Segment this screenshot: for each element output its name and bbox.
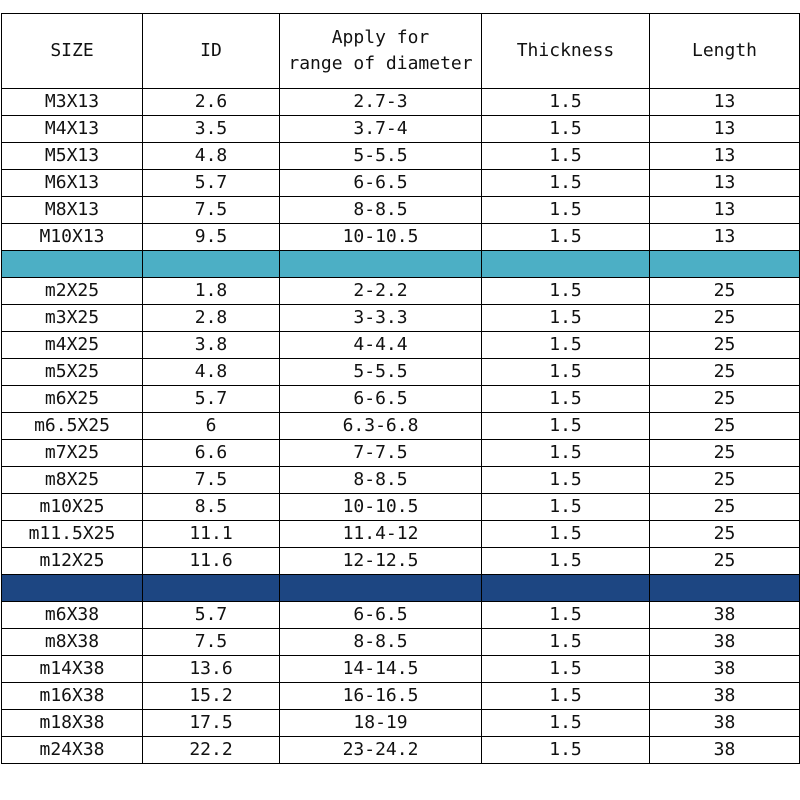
thickness-cell: 1.5	[482, 143, 650, 170]
separator-cell	[482, 251, 650, 278]
size-cell: m14X38	[2, 656, 143, 683]
thickness-cell: 1.5	[482, 656, 650, 683]
range-cell: 5-5.5	[280, 359, 482, 386]
range-cell: 5-5.5	[280, 143, 482, 170]
thickness-cell: 1.5	[482, 278, 650, 305]
id-cell: 8.5	[143, 494, 280, 521]
id-cell: 7.5	[143, 197, 280, 224]
id-cell: 3.5	[143, 116, 280, 143]
header-id: ID	[143, 14, 280, 89]
range-cell: 10-10.5	[280, 224, 482, 251]
thickness-cell: 1.5	[482, 467, 650, 494]
size-cell: m5X25	[2, 359, 143, 386]
size-cell: m6.5X25	[2, 413, 143, 440]
length-cell: 25	[650, 332, 800, 359]
header-apply-range: Apply for range of diameter	[280, 14, 482, 89]
range-cell: 6-6.5	[280, 386, 482, 413]
separator-cell	[2, 251, 143, 278]
size-cell: m24X38	[2, 737, 143, 764]
header-row	[2, 14, 800, 89]
table-row	[2, 305, 800, 332]
table-row	[2, 494, 800, 521]
id-cell: 3.8	[143, 332, 280, 359]
length-cell: 25	[650, 305, 800, 332]
id-cell: 5.7	[143, 602, 280, 629]
size-cell: m4X25	[2, 332, 143, 359]
id-cell: 11.6	[143, 548, 280, 575]
size-cell: m6X38	[2, 602, 143, 629]
range-cell: 7-7.5	[280, 440, 482, 467]
separator-cell	[650, 251, 800, 278]
id-cell: 22.2	[143, 737, 280, 764]
separator-cell	[280, 575, 482, 602]
size-cell: m3X25	[2, 305, 143, 332]
table-row	[2, 197, 800, 224]
id-cell: 1.8	[143, 278, 280, 305]
thickness-cell: 1.5	[482, 602, 650, 629]
header-size: SIZE	[2, 14, 143, 89]
size-cell: M5X13	[2, 143, 143, 170]
table-row	[2, 413, 800, 440]
table-row	[2, 386, 800, 413]
table-row	[2, 548, 800, 575]
length-cell: 25	[650, 359, 800, 386]
size-cell: M8X13	[2, 197, 143, 224]
range-cell: 4-4.4	[280, 332, 482, 359]
range-cell: 14-14.5	[280, 656, 482, 683]
thickness-cell: 1.5	[482, 89, 650, 116]
table-row	[2, 143, 800, 170]
range-cell: 8-8.5	[280, 197, 482, 224]
table-row	[2, 332, 800, 359]
length-cell: 13	[650, 197, 800, 224]
length-cell: 38	[650, 710, 800, 737]
size-cell: M3X13	[2, 89, 143, 116]
size-cell: M4X13	[2, 116, 143, 143]
size-cell: m11.5X25	[2, 521, 143, 548]
range-cell: 11.4-12	[280, 521, 482, 548]
thickness-cell: 1.5	[482, 116, 650, 143]
thickness-cell: 1.5	[482, 521, 650, 548]
thickness-cell: 1.5	[482, 440, 650, 467]
range-cell: 10-10.5	[280, 494, 482, 521]
size-cell: m16X38	[2, 683, 143, 710]
table-row	[2, 521, 800, 548]
range-cell: 6.3-6.8	[280, 413, 482, 440]
thickness-cell: 1.5	[482, 494, 650, 521]
table-row	[2, 440, 800, 467]
size-cell: m10X25	[2, 494, 143, 521]
length-cell: 25	[650, 440, 800, 467]
size-cell: M6X13	[2, 170, 143, 197]
length-cell: 38	[650, 602, 800, 629]
table-row	[2, 359, 800, 386]
id-cell: 2.8	[143, 305, 280, 332]
length-cell: 25	[650, 521, 800, 548]
thickness-cell: 1.5	[482, 683, 650, 710]
id-cell: 4.8	[143, 359, 280, 386]
length-cell: 25	[650, 278, 800, 305]
thickness-cell: 1.5	[482, 359, 650, 386]
length-cell: 38	[650, 683, 800, 710]
range-cell: 8-8.5	[280, 467, 482, 494]
id-cell: 5.7	[143, 170, 280, 197]
table-row	[2, 224, 800, 251]
header-thickness: Thickness	[482, 14, 650, 89]
id-cell: 7.5	[143, 629, 280, 656]
separator-cell	[143, 251, 280, 278]
range-cell: 12-12.5	[280, 548, 482, 575]
range-cell: 18-19	[280, 710, 482, 737]
length-cell: 13	[650, 116, 800, 143]
thickness-cell: 1.5	[482, 332, 650, 359]
range-cell: 8-8.5	[280, 629, 482, 656]
length-cell: 13	[650, 143, 800, 170]
table-row	[2, 89, 800, 116]
separator-cell	[482, 575, 650, 602]
thickness-cell: 1.5	[482, 170, 650, 197]
size-cell: M10X13	[2, 224, 143, 251]
length-cell: 25	[650, 494, 800, 521]
size-cell: m7X25	[2, 440, 143, 467]
table-row	[2, 629, 800, 656]
table-body	[2, 89, 800, 764]
header-length: Length	[650, 14, 800, 89]
size-cell: m2X25	[2, 278, 143, 305]
range-cell: 23-24.2	[280, 737, 482, 764]
thickness-cell: 1.5	[482, 305, 650, 332]
range-cell: 3.7-4	[280, 116, 482, 143]
id-cell: 7.5	[143, 467, 280, 494]
length-cell: 25	[650, 467, 800, 494]
id-cell: 2.6	[143, 89, 280, 116]
separator-cell	[280, 251, 482, 278]
size-cell: m18X38	[2, 710, 143, 737]
length-cell: 25	[650, 386, 800, 413]
thickness-cell: 1.5	[482, 386, 650, 413]
id-cell: 6	[143, 413, 280, 440]
range-cell: 2.7-3	[280, 89, 482, 116]
group-separator-row	[2, 251, 800, 278]
length-cell: 38	[650, 737, 800, 764]
thickness-cell: 1.5	[482, 413, 650, 440]
range-cell: 6-6.5	[280, 602, 482, 629]
table-row	[2, 710, 800, 737]
id-cell: 11.1	[143, 521, 280, 548]
size-cell: m6X25	[2, 386, 143, 413]
thickness-cell: 1.5	[482, 629, 650, 656]
id-cell: 4.8	[143, 143, 280, 170]
range-cell: 2-2.2	[280, 278, 482, 305]
thickness-cell: 1.5	[482, 737, 650, 764]
length-cell: 13	[650, 170, 800, 197]
separator-cell	[143, 575, 280, 602]
length-cell: 25	[650, 413, 800, 440]
separator-cell	[650, 575, 800, 602]
id-cell: 6.6	[143, 440, 280, 467]
table-row	[2, 683, 800, 710]
size-spec-table	[1, 13, 800, 764]
table-row	[2, 602, 800, 629]
size-cell: m8X38	[2, 629, 143, 656]
table-row	[2, 737, 800, 764]
thickness-cell: 1.5	[482, 197, 650, 224]
length-cell: 25	[650, 548, 800, 575]
id-cell: 17.5	[143, 710, 280, 737]
separator-cell	[2, 575, 143, 602]
size-cell: m12X25	[2, 548, 143, 575]
id-cell: 5.7	[143, 386, 280, 413]
table-row	[2, 656, 800, 683]
range-cell: 3-3.3	[280, 305, 482, 332]
thickness-cell: 1.5	[482, 548, 650, 575]
size-cell: m8X25	[2, 467, 143, 494]
length-cell: 13	[650, 89, 800, 116]
length-cell: 13	[650, 224, 800, 251]
id-cell: 15.2	[143, 683, 280, 710]
range-cell: 6-6.5	[280, 170, 482, 197]
table-row	[2, 170, 800, 197]
group-separator-row	[2, 575, 800, 602]
table-row	[2, 116, 800, 143]
table-row	[2, 467, 800, 494]
id-cell: 13.6	[143, 656, 280, 683]
length-cell: 38	[650, 656, 800, 683]
table-row	[2, 278, 800, 305]
thickness-cell: 1.5	[482, 224, 650, 251]
id-cell: 9.5	[143, 224, 280, 251]
thickness-cell: 1.5	[482, 710, 650, 737]
range-cell: 16-16.5	[280, 683, 482, 710]
length-cell: 38	[650, 629, 800, 656]
